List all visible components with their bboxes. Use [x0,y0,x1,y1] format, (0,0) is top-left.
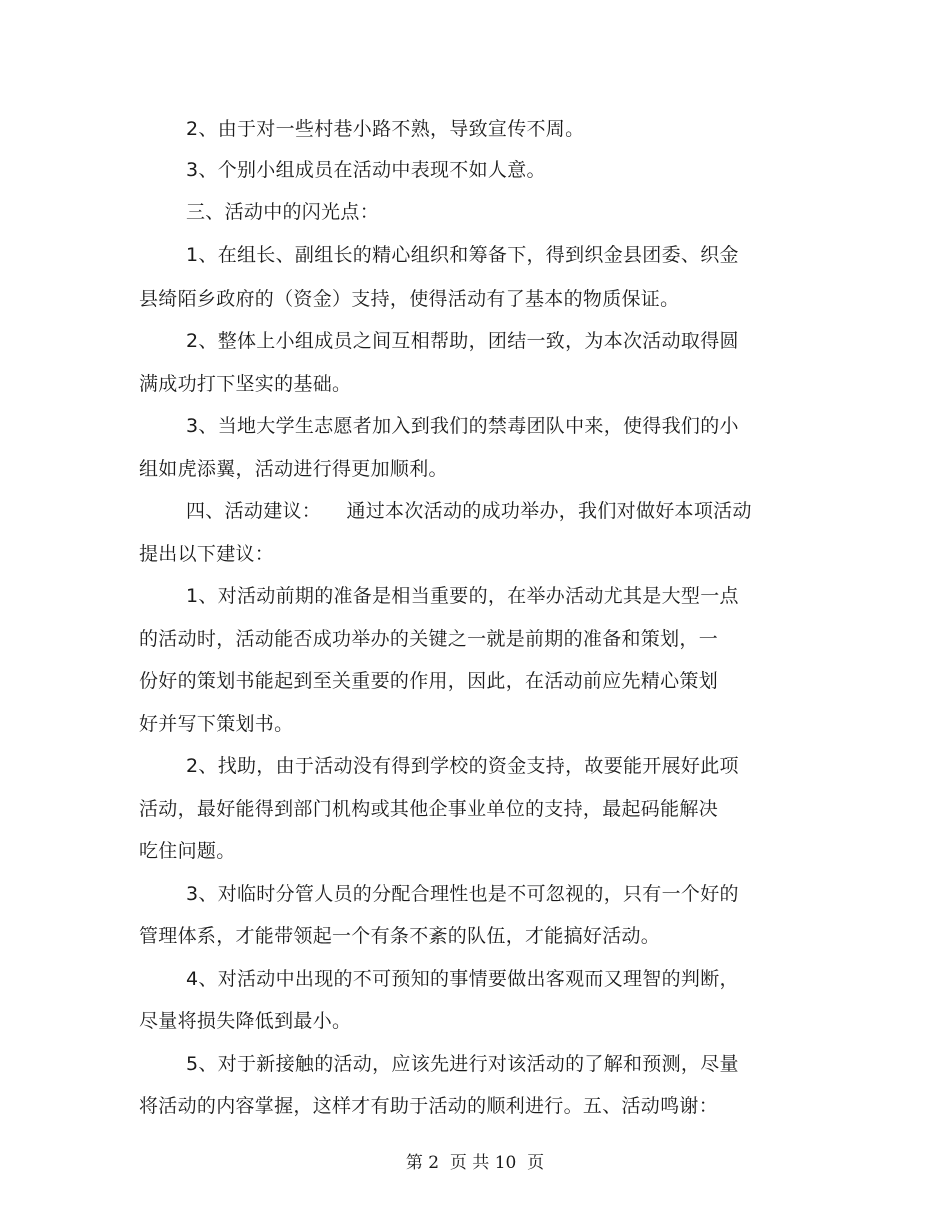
text-line: 3、当地大学生志愿者加入到我们的禁毒团队中来，使得我们的小 [186,415,739,437]
section-heading: 三、活动中的闪光点： [186,201,380,223]
text-line: 活动，最好能得到部门机构或其他企事业单位的支持，最起码能解决 [139,798,719,820]
text-line: 提出以下建议： [139,543,275,565]
section-heading: 四、活动建议： 通过本次活动的成功举办，我们对做好本项活动 [186,500,752,522]
text-line: 满成功打下坚实的基础。 [139,373,352,395]
text-line: 5、对于新接触的活动，应该先进行对该活动的了解和预测，尽量 [186,1053,739,1075]
text-line: 2、由于对一些村巷小路不熟，导致宣传不周。 [186,118,585,140]
text-line: 1、对活动前期的准备是相当重要的，在举办活动尤其是大型一点 [186,585,739,607]
text-line: 3、对临时分管人员的分配合理性也是不可忽视的，只有一个好的 [186,883,739,905]
text-line: 1、在组长、副组长的精心组织和筹备下，得到织金县团委、织金 [186,244,739,266]
text-line: 的活动时，活动能否成功举办的关键之一就是前期的准备和策划，一 [139,628,719,650]
text-line: 4、对活动中出现的不可预知的事情要做出客观而又理智的判断， [186,968,739,990]
text-line: 县绮陌乡政府的（资金）支持，使得活动有了基本的物质保证。 [139,288,680,310]
text-line: 3、个别小组成员在活动中表现不如人意。 [186,159,546,181]
page-number-footer: 第 2 页 共 10 页 [405,1153,545,1173]
text-line: 2、找助，由于活动没有得到学校的资金支持，故要能开展好此项 [186,755,739,777]
text-line: 吃住问题。 [139,840,236,862]
text-line: 份好的策划书能起到至关重要的作用，因此，在活动前应先精心策划 [139,670,719,692]
text-line: 好并写下策划书。 [139,713,294,735]
text-line: 管理体系，才能带领起一个有条不紊的队伍，才能搞好活动。 [139,925,661,947]
text-line: 2、整体上小组成员之间互相帮助，团结一致，为本次活动取得圆 [186,330,739,352]
text-line: 组如虎添翼，活动进行得更加顺利。 [139,458,448,480]
text-line: 尽量将损失降低到最小。 [139,1010,352,1032]
text-line: 将活动的内容掌握，这样才有助于活动的顺利进行。五、活动鸣谢： [139,1095,719,1117]
